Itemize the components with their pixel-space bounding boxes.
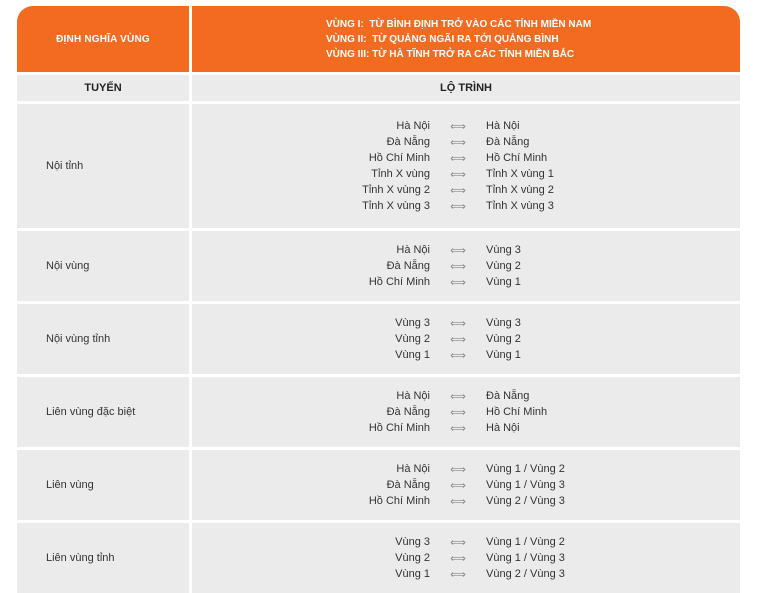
route-destination: Vùng 1 / Vùng 3 bbox=[486, 552, 565, 564]
left-right-arrow-icon: ⟺ bbox=[450, 495, 466, 508]
left-right-arrow-icon: ⟺ bbox=[450, 390, 466, 403]
zone-description: TỪ HÀ TĨNH TRỞ RA CÁC TỈNH MIỀN BẮC bbox=[372, 48, 575, 60]
zone-label: VÙNG III: bbox=[326, 48, 370, 60]
route-row bbox=[192, 477, 740, 493]
left-right-arrow-icon: ⟺ bbox=[450, 152, 466, 165]
route-origin: Vùng 1 bbox=[395, 568, 430, 580]
route-destination: Vùng 1 bbox=[486, 349, 521, 361]
route-destination: Vùng 2 / Vùng 3 bbox=[486, 568, 565, 580]
left-right-arrow-icon: ⟺ bbox=[450, 479, 466, 492]
zone-definition-2 bbox=[326, 32, 740, 47]
left-right-arrow-icon: ⟺ bbox=[450, 200, 466, 213]
route-row bbox=[192, 118, 740, 134]
route-sections bbox=[17, 104, 740, 593]
route-list bbox=[192, 104, 740, 228]
route-list bbox=[192, 304, 740, 374]
route-type-column-header: TUYẾN bbox=[17, 75, 189, 101]
zone-definitions bbox=[192, 6, 740, 72]
route-type-label: Liên vùng bbox=[17, 450, 189, 520]
route-origin: Hà Nội bbox=[396, 120, 430, 132]
route-list bbox=[192, 231, 740, 301]
left-right-arrow-icon: ⟺ bbox=[450, 406, 466, 419]
route-origin: Hà Nội bbox=[396, 390, 430, 402]
left-right-arrow-icon: ⟺ bbox=[450, 136, 466, 149]
left-right-arrow-icon: ⟺ bbox=[450, 349, 466, 362]
route-list bbox=[192, 377, 740, 447]
zone-routes-table bbox=[17, 6, 740, 593]
route-destination: Tỉnh X vùng 3 bbox=[486, 200, 554, 212]
zone-definition-3 bbox=[326, 47, 740, 62]
route-row bbox=[192, 388, 740, 404]
left-right-arrow-icon: ⟺ bbox=[450, 168, 466, 181]
left-right-arrow-icon: ⟺ bbox=[450, 317, 466, 330]
left-right-arrow-icon: ⟺ bbox=[450, 333, 466, 346]
route-origin: Tỉnh X vùng bbox=[371, 168, 430, 180]
route-row bbox=[192, 166, 740, 182]
route-origin: Vùng 1 bbox=[395, 349, 430, 361]
route-row bbox=[192, 134, 740, 150]
route-destination: Tỉnh X vùng 1 bbox=[486, 168, 554, 180]
route-type-label: Liên vùng tỉnh bbox=[17, 523, 189, 593]
route-origin: Hồ Chí Minh bbox=[368, 152, 430, 164]
route-origin: Hà Nội bbox=[396, 463, 430, 475]
route-type-label: Nội tỉnh bbox=[17, 104, 189, 228]
route-row bbox=[192, 258, 740, 274]
left-right-arrow-icon: ⟺ bbox=[450, 260, 466, 273]
column-headers bbox=[17, 75, 740, 101]
left-right-arrow-icon: ⟺ bbox=[450, 120, 466, 133]
route-row bbox=[192, 550, 740, 566]
left-right-arrow-icon: ⟺ bbox=[450, 463, 466, 476]
route-section bbox=[17, 104, 740, 228]
route-row bbox=[192, 315, 740, 331]
left-right-arrow-icon: ⟺ bbox=[450, 536, 466, 549]
zone-description: TỪ BÌNH ĐỊNH TRỞ VÀO CÁC TỈNH MIỀN NAM bbox=[369, 18, 592, 30]
route-list bbox=[192, 450, 740, 520]
left-right-arrow-icon: ⟺ bbox=[450, 422, 466, 435]
route-section bbox=[17, 450, 740, 520]
route-destination: Tỉnh X vùng 2 bbox=[486, 184, 554, 196]
zone-label: VÙNG II: bbox=[326, 33, 367, 45]
route-row bbox=[192, 242, 740, 258]
route-row bbox=[192, 150, 740, 166]
zone-definition-1 bbox=[326, 17, 740, 32]
left-right-arrow-icon: ⟺ bbox=[450, 184, 466, 197]
route-origin: Hà Nội bbox=[396, 244, 430, 256]
route-type-label: Nội vùng tỉnh bbox=[17, 304, 189, 374]
route-type-label: Liên vùng đặc biệt bbox=[17, 377, 189, 447]
route-origin: Đà Nẵng bbox=[386, 406, 430, 418]
route-destination: Hồ Chí Minh bbox=[486, 406, 548, 418]
route-destination: Đà Nẵng bbox=[486, 136, 530, 148]
left-right-arrow-icon: ⟺ bbox=[450, 568, 466, 581]
route-destination: Hà Nội bbox=[486, 120, 520, 132]
route-origin: Vùng 2 bbox=[395, 333, 430, 345]
zone-label: VÙNG I: bbox=[326, 18, 364, 30]
route-row bbox=[192, 534, 740, 550]
route-destination: Vùng 2 / Vùng 3 bbox=[486, 495, 565, 507]
route-row bbox=[192, 182, 740, 198]
route-origin: Hồ Chí Minh bbox=[368, 276, 430, 288]
route-type-label: Nội vùng bbox=[17, 231, 189, 301]
route-destination: Vùng 1 bbox=[486, 276, 521, 288]
route-list bbox=[192, 523, 740, 593]
route-origin: Vùng 2 bbox=[395, 552, 430, 564]
route-origin: Đà Nẵng bbox=[386, 136, 430, 148]
route-row bbox=[192, 347, 740, 363]
route-row bbox=[192, 566, 740, 582]
route-origin: Vùng 3 bbox=[395, 317, 430, 329]
route-row bbox=[192, 493, 740, 509]
route-origin: Hồ Chí Minh bbox=[368, 495, 430, 507]
zone-definition-heading: ĐỊNH NGHĨA VÙNG bbox=[17, 6, 189, 72]
route-origin: Hồ Chí Minh bbox=[368, 422, 430, 434]
route-destination: Vùng 1 / Vùng 2 bbox=[486, 463, 565, 475]
route-section bbox=[17, 231, 740, 301]
route-origin: Đà Nẵng bbox=[386, 479, 430, 491]
route-destination: Vùng 1 / Vùng 3 bbox=[486, 479, 565, 491]
route-destination: Vùng 2 bbox=[486, 333, 521, 345]
route-origin: Tỉnh X vùng 3 bbox=[362, 200, 430, 212]
route-row bbox=[192, 420, 740, 436]
route-row bbox=[192, 331, 740, 347]
left-right-arrow-icon: ⟺ bbox=[450, 552, 466, 565]
left-right-arrow-icon: ⟺ bbox=[450, 244, 466, 257]
route-destination: Vùng 1 / Vùng 2 bbox=[486, 536, 565, 548]
route-section bbox=[17, 377, 740, 447]
route-destination: Vùng 3 bbox=[486, 244, 521, 256]
route-row bbox=[192, 198, 740, 214]
route-row bbox=[192, 461, 740, 477]
route-section bbox=[17, 523, 740, 593]
route-destination: Vùng 2 bbox=[486, 260, 521, 272]
route-origin: Đà Nẵng bbox=[386, 260, 430, 272]
route-row bbox=[192, 274, 740, 290]
route-origin: Tỉnh X vùng 2 bbox=[362, 184, 430, 196]
route-origin: Vùng 3 bbox=[395, 536, 430, 548]
zone-description: TỪ QUẢNG NGÃI RA TỚI QUẢNG BÌNH bbox=[372, 33, 559, 45]
table-header bbox=[17, 6, 740, 72]
left-right-arrow-icon: ⟺ bbox=[450, 276, 466, 289]
itinerary-column-header: LỘ TRÌNH bbox=[192, 75, 740, 101]
route-section bbox=[17, 304, 740, 374]
route-destination: Vùng 3 bbox=[486, 317, 521, 329]
route-destination: Hà Nội bbox=[486, 422, 520, 434]
route-row bbox=[192, 404, 740, 420]
route-destination: Đà Nẵng bbox=[486, 390, 530, 402]
route-destination: Hồ Chí Minh bbox=[486, 152, 548, 164]
